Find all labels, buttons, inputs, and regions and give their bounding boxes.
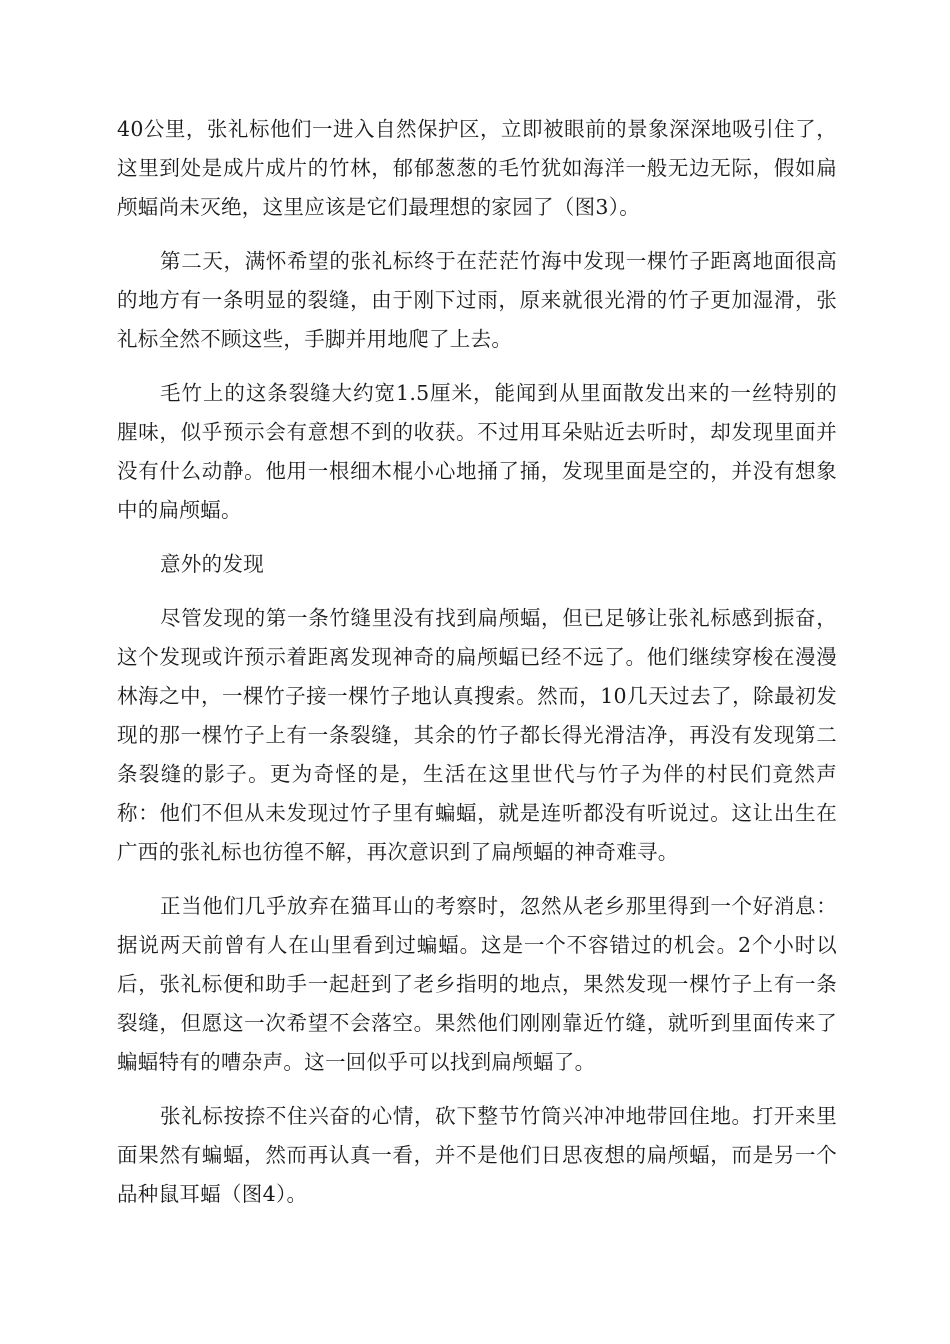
paragraph-4: 尽管发现的第一条竹缝里没有找到扁颅蝠，但已足够让张礼标感到振奋，这个发现或许预示着距离发现神奇的扁颅蝠已经不远了。他们继续穿梭在漫漫林海之中，一棵竹子接一棵竹子地认真搜索。然而，10几天过去了，除最初发现的那一棵竹子上有一条裂缝，其余的竹子都长得光滑洁净，再没有发现第二条裂缝的影子。更为奇怪的是，生活在这里世代与竹子为伴的村民们竟然声称：他们不但从未发现过竹子里有蝙蝠，就是连听都没有听说过。这让出生在广西的张礼标也彷徨不解，再次意识到了扁颅蝠的神奇难寻。 [117, 606, 837, 864]
paragraph-5: 正当他们几乎放弃在猫耳山的考察时，忽然从老乡那里得到一个好消息：据说两天前曾有人在山里看到过蝙蝠。这是一个不容错过的机会。2个小时以后，张礼标便和助手一起赶到了老乡指明的地点，果然发现一棵竹子上有一条裂缝，但愿这一次希望不会落空。果然他们刚刚靠近竹缝，就听到里面传来了蝙蝠特有的嘈杂声。这一回似乎可以找到扁颅蝠了。 [117, 894, 837, 1074]
paragraph-1: 40公里，张礼标他们一进入自然保护区，立即被眼前的景象深深地吸引住了，这里到处是成片成片的竹林，郁郁葱葱的毛竹犹如海洋一般无边无际，假如扁颅蝠尚未灭绝，这里应该是它们最理想的家园了（图3）。 [117, 117, 837, 219]
paragraph-6: 张礼标按捺不住兴奋的心情，砍下整节竹筒兴冲冲地带回住地。打开来里面果然有蝙蝠，然而再认真一看，并不是他们日思夜想的扁颅蝠，而是另一个品种鼠耳蝠（图4）。 [117, 1104, 837, 1206]
paragraph-2: 第二天，满怀希望的张礼标终于在茫茫竹海中发现一棵竹子距离地面很高的地方有一条明显的裂缝，由于刚下过雨，原来就很光滑的竹子更加湿滑，张礼标全然不顾这些，手脚并用地爬了上去。 [117, 249, 837, 351]
paragraph-3: 毛竹上的这条裂缝大约宽1.5厘米，能闻到从里面散发出来的一丝特别的腥味，似乎预示会有意想不到的收获。不过用耳朵贴近去听时，却发现里面并没有什么动静。他用一根细木棍小心地捅了捅，发现里面是空的，并没有想象中的扁颅蝠。 [117, 381, 837, 522]
section-heading: 意外的发现 [160, 552, 265, 576]
article-body [117, 110, 837, 1229]
